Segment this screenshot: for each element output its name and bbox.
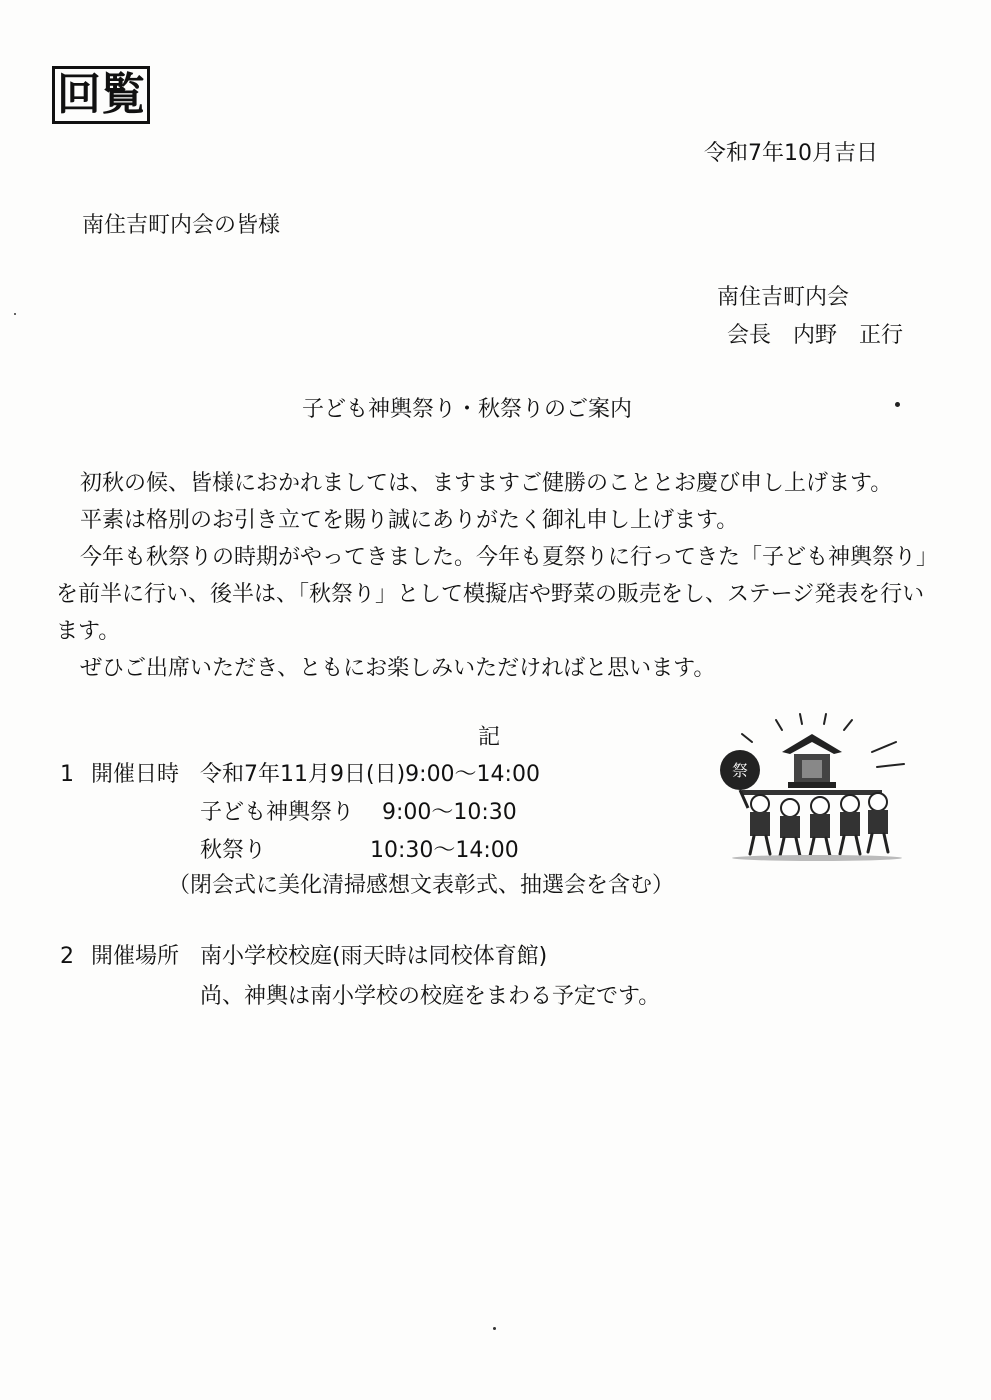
body-paragraph: 平素は格別のお引き立てを賜り誠にありがたく御礼申し上げます。 [80, 508, 739, 533]
item-note: 尚、神輿は南小学校の校庭をまわる予定です。 [200, 984, 661, 1009]
body-paragraph: ぜひご出席いただき、ともにお楽しみいただければと思います。 [80, 656, 716, 681]
fan-sign-text: 祭 [731, 761, 749, 780]
schedule-time: 9:00～10:30 [382, 800, 517, 825]
item-number: 2 [60, 944, 74, 969]
scan-speck [493, 1327, 496, 1330]
mikoshi-festival-illustration [712, 712, 912, 862]
body-paragraph: 今年も秋祭りの時期がやってきました。今年も夏祭りに行ってきた「子ども神輿祭り」を前半に行い、後半は、「秋祭り」として模擬店や野菜の販売をし、ステージ発表を行います。 [56, 545, 928, 644]
schedule-time: 10:30～14:00 [370, 838, 519, 863]
item-label-datetime: 開催日時 [91, 762, 180, 787]
item-value-datetime: 令和7年11月9日(日)9:00～14:00 [200, 762, 540, 787]
circulation-stamp: 回覧 [52, 66, 150, 124]
body-paragraph: 初秋の候、皆様におかれましては、ますますご健勝のこととお慶び申し上げます。 [80, 471, 893, 496]
stray-mark [895, 402, 900, 407]
sender-organization: 南住吉町内会 [717, 285, 850, 310]
addressee: 南住吉町内会の皆様 [82, 213, 281, 238]
item-value-venue: 南小学校校庭(雨天時は同校体育館) [200, 944, 548, 969]
item-note: （閉会式に美化清掃感想文表彰式、抽選会を含む） [168, 873, 675, 898]
sender-signer: 会長 内野 正行 [727, 323, 904, 348]
scan-speck [14, 313, 16, 315]
item-number: 1 [60, 762, 74, 787]
schedule-name: 秋祭り [200, 838, 267, 863]
notice-subject: 子ども神輿祭り・秋祭りのご案内 [302, 397, 633, 422]
notice-body [56, 465, 936, 687]
item-label-venue: 開催場所 [91, 944, 180, 969]
issue-date: 令和7年10月吉日 [704, 141, 878, 166]
schedule-name: 子ども神輿祭り [200, 800, 355, 825]
ki-heading: 記 [478, 725, 501, 750]
